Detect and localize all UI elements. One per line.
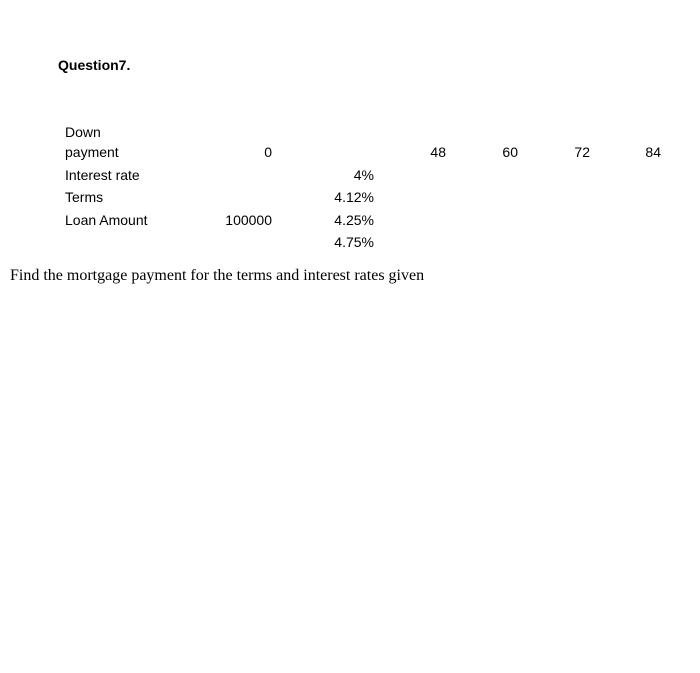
term-cell: 72 — [574, 144, 590, 160]
down-payment-value: 0 — [264, 144, 272, 160]
interest-rate-cell: 4.12% — [334, 189, 374, 205]
interest-rate-cell: 4.25% — [334, 212, 374, 228]
label-down-payment-line1: Down — [65, 124, 101, 140]
interest-rate-cell: 4.75% — [334, 234, 374, 250]
question-title: Question7. — [58, 57, 131, 73]
interest-rate-cell: 4% — [353, 167, 374, 183]
instruction-text: Find the mortgage payment for the terms and interest rates given — [10, 267, 425, 284]
term-cell: 48 — [430, 144, 446, 160]
term-cell: 84 — [645, 144, 661, 160]
label-terms: Terms — [65, 189, 104, 205]
label-interest-rate: Interest rate — [65, 167, 140, 183]
loan-amount-value: 100000 — [225, 212, 272, 228]
label-loan-amount: Loan Amount — [65, 212, 148, 228]
term-cell: 60 — [502, 144, 518, 160]
label-down-payment-line2: payment — [65, 144, 119, 160]
